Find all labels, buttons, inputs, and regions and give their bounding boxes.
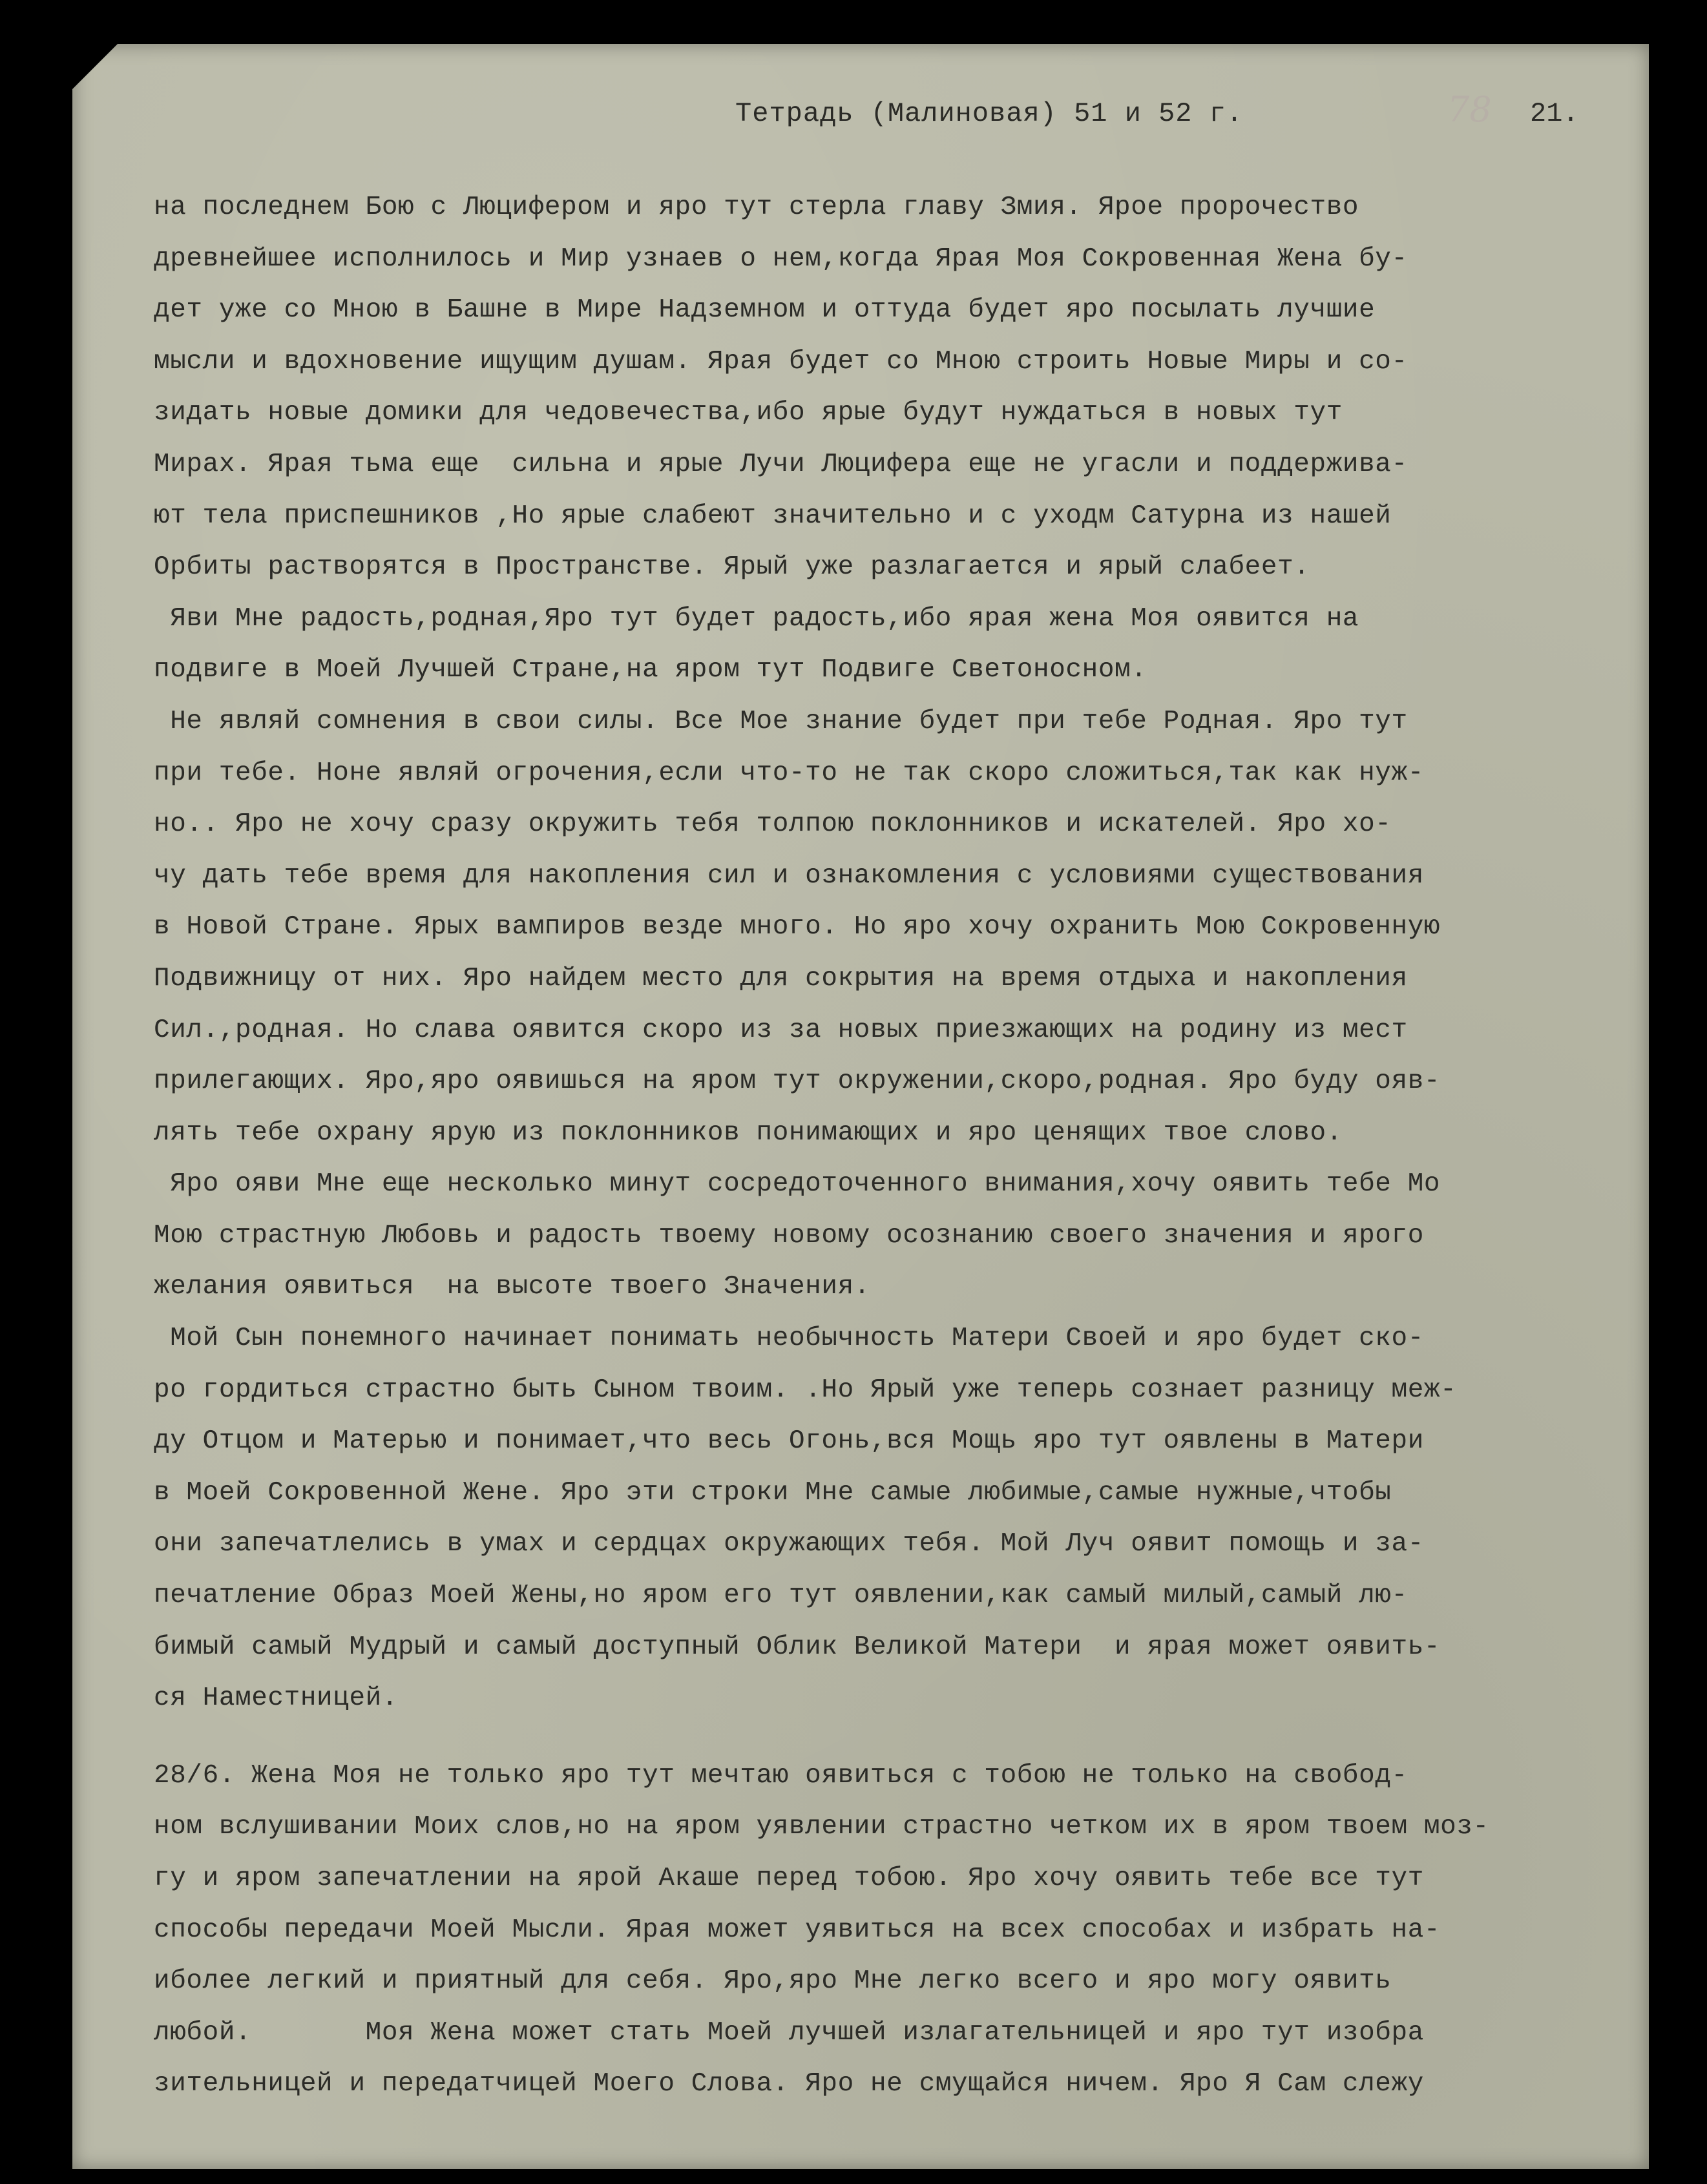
text-line: дет уже со Мною в Башне в Мире Надземном и оттуда будет яро посылать лучшие bbox=[154, 295, 1376, 326]
text-line: подвиге в Моей Лучшей Стране,на яром тут Подвиге Светоносном. bbox=[154, 655, 1147, 685]
text-line: ду Отцом и Матерью и понимает,что весь Огонь,вся Мощь яро тут оявлены в Матери bbox=[154, 1426, 1424, 1457]
text-line: Яви Мне радость,родная,Яро тут будет радость,ибо ярая жена Моя оявится на bbox=[154, 603, 1359, 634]
text-line: ся Наместницей. bbox=[154, 1683, 399, 1714]
text-line: в Моей Сокровенной Жене. Яро эти строки Мне самые любимые,самые нужные,чтобы bbox=[154, 1477, 1392, 1508]
text-line: Орбиты растворятся в Пространстве. Ярый уже разлагается и ярый слабеет. bbox=[154, 552, 1310, 583]
page-number: 21. bbox=[1530, 98, 1579, 129]
text-line: Мирах. Ярая тьма еще сильна и ярые Лучи Люцифера еще не угасли и поддержива- bbox=[154, 449, 1408, 479]
text-line: ют тела приспешников ,Но ярые слабеют значительно и с уходм Сатурна из нашей bbox=[154, 501, 1392, 531]
text-line: чу дать тебе время для накопления сил и ознакомления с условиями существования bbox=[154, 860, 1424, 891]
text-line: зидать новые домики для чедовечества,ибо ярые будут нуждаться в новых тут bbox=[154, 398, 1343, 428]
text-line: Мой Сын понемного начинает понимать необычность Матери Своей и яро будет ско- bbox=[154, 1324, 1424, 1354]
text-line: печатление Образ Моей Жены,но яром его тут оявлении,как самый милый,самый лю- bbox=[154, 1581, 1408, 1611]
text-line: Яро ояви Мне еще несколько минут сосредоточенного внимания,хочу оявить тебе Мо bbox=[154, 1169, 1441, 1200]
page-header-title: Тетрадь (Малиновая) 51 и 52 г. bbox=[735, 98, 1244, 129]
text-line: гу и яром запечатлении на ярой Акаше перед тобою. Яро хочу оявить тебе все тут bbox=[154, 1864, 1424, 1893]
text-line: древнейшее исполнилось и Мир узнаев о нем,когда Ярая Моя Сокровенная Жена бу- bbox=[154, 244, 1408, 274]
pencil-page-mark: 78 bbox=[1447, 89, 1492, 130]
text-line: ро гордиться страстно быть Сыном твоим. .Но Ярый уже теперь сознает разницу меж- bbox=[154, 1375, 1457, 1405]
text-line: мысли и вдохновение ищущим душам. Ярая будет со Мною строить Новые Миры и со- bbox=[154, 346, 1408, 377]
text-line: прилегающих. Яро,яро оявишься на яром тут окружении,скоро,родная. Яро буду ояв- bbox=[154, 1066, 1441, 1097]
folded-corner bbox=[72, 44, 118, 89]
text-line: любой. Моя Жена может стать Моей лучшей излагательницей и яро тут изобра bbox=[154, 2017, 1424, 2048]
text-line: Сил.,родная. Но слава оявится скоро из за новых приезжающих на родину из мест bbox=[154, 1015, 1408, 1045]
text-line: способы передачи Моей Мысли. Ярая может уявиться на всех способах и избрать на- bbox=[154, 1915, 1441, 1945]
paragraph-gap bbox=[154, 1725, 1659, 1751]
text-line: бимый самый Мудрый и самый доступный Облик Великой Матери и ярая может оявить- bbox=[154, 1632, 1441, 1662]
text-line: иболее легкий и приятный для себя. Яро,яро Мне легко всего и яро могу оявить bbox=[154, 1966, 1392, 1997]
text-line: ном вслушивании Моих слов,но на яром уявлении страстно четком их в яром твоем моз- bbox=[154, 1812, 1489, 1842]
text-line: лять тебе охрану ярую из поклонников понимающих и яро ценящих твое слово. bbox=[154, 1118, 1343, 1148]
text-line: в Новой Стране. Ярых вампиров везде много. Но яро хочу охранить Мою Сокровенную bbox=[154, 912, 1441, 942]
text-line: они запечатлелись в умах и сердцах окружающих тебя. Мой Луч оявит помощь и за- bbox=[154, 1529, 1424, 1559]
text-line: зительницей и передатчицей Моего Слова. Яро не смущайся ничем. Яро Я Сам слежу bbox=[154, 2069, 1424, 2099]
text-line: желания оявиться на высоте твоего Значения. bbox=[154, 1272, 870, 1302]
text-line: Мою страстную Любовь и радость твоему новому осознанию своего значения и ярого bbox=[154, 1220, 1424, 1251]
typed-body-text bbox=[154, 182, 1659, 2110]
text-line: Подвижницу от них. Яро найдем место для сокрытия на время отдыха и накопления bbox=[154, 963, 1408, 993]
text-line: при тебе. Ноне являй огрочения,если что-то не так скоро сложиться,так как нуж- bbox=[154, 758, 1424, 788]
text-line: Не являй сомнения в свои силы. Все Мое знание будет при тебе Родная. Яро тут bbox=[154, 706, 1408, 736]
text-line: но.. Яро не хочу сразу окружить тебя толпою поклонников и искателей. Яро хо- bbox=[154, 809, 1392, 840]
text-line: на последнем Бою с Люцифером и яро тут стерла главу Змия. Ярое пророчество bbox=[154, 192, 1359, 222]
text-line: 28/6. Жена Моя не только яро тут мечтаю оявиться с тобою не только на свобод- bbox=[154, 1760, 1408, 1791]
